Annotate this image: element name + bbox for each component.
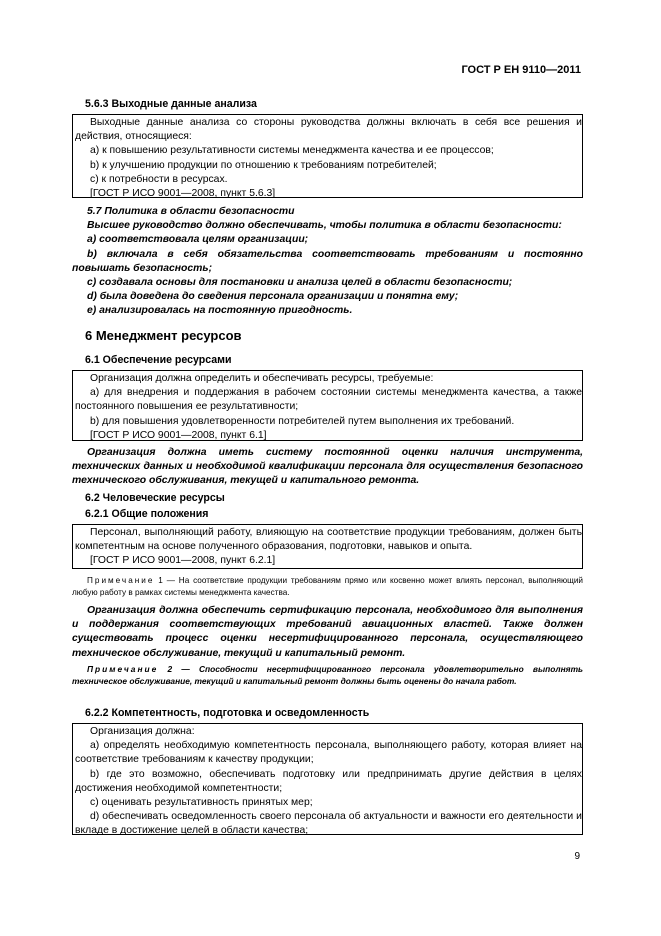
section-title-5-7: 5.7 Политика в области безопасности <box>87 206 295 217</box>
note-label: Примечание <box>87 664 159 674</box>
section-title-6-2-2: 6.2.2 Компетентность, подготовка и осведомленность <box>85 707 370 719</box>
list-item: а) к повышению результативности системы менеджмента качества и ее процессов; <box>90 145 494 157</box>
list-item: а) для внедрения и поддержания в рабочем состоянии системы менеджмента качества, а также постоянного повышения ее результативности; <box>75 387 582 413</box>
page-number: 9 <box>574 851 580 862</box>
section-title-6-2-1: 6.2.1 Общие положения <box>85 508 209 520</box>
document-code-header: ГОСТ Р ЕН 9110—2011 <box>461 64 581 76</box>
paragraph-6-1-addition <box>72 446 583 489</box>
quote-box-6-1 <box>72 370 583 441</box>
list-item: с) создавала основы для постановки и анализа целей в области безопасности; <box>87 277 513 289</box>
list-item: с) к потребности в ресурсах. <box>90 173 228 185</box>
note-2 <box>72 663 583 687</box>
quote-box-5-6-3 <box>72 114 583 198</box>
chapter-title-6: 6 Менеджмент ресурсов <box>85 328 242 343</box>
quote-box-6-2-1 <box>72 524 583 569</box>
list-item: b) к улучшению продукции по отношению к требованиям потребителей; <box>90 159 437 171</box>
list-item: b) для повышения удовлетворенности потребителей путем выполнения их требований. <box>90 415 515 427</box>
list-item: с) оценивать результативность принятых мер; <box>90 797 313 809</box>
note-1 <box>72 575 583 599</box>
list-item: а) определять необходимую компетентность персонала, выполняющего работу, которая влияет на соответствие требованиям к качеству продукции; <box>75 740 582 766</box>
policy-intro: Высшее руководство должно обеспечивать, чтобы политика в области безопасности: <box>87 220 562 232</box>
note-text: 1 — На соответствие продукции требованиям прямо или косвенно может влиять персонал, выполняющий любую работу в рамках системы менеджмента качества. <box>72 576 583 597</box>
note-text: 2 — Способности несертифицированного персонала удовлетворительно выполнять техническое обслуживание, текущий и капитальный ремонт должны быть оценены до начала работ. <box>72 664 583 686</box>
list-item: b) включала в себя обязательства соответствовать требованиям и постоянно повышать безопасность; <box>72 248 583 274</box>
reference: [ГОСТ Р ИСО 9001—2008, пункт 6.1] <box>90 429 267 441</box>
box-text: Персонал, выполняющий работу, влияющую на соответствие продукции требованиям, должен быть компетентным на основе полученного образования, подготовки, навыков и опыта. <box>75 527 582 553</box>
box-intro: Организация должна определить и обеспечивать ресурсы, требуемые: <box>90 373 434 384</box>
list-item: b) где это возможно, обеспечивать подготовку или предпринимать другие действия в целях достижения необходимой компетентности; <box>75 768 582 794</box>
paragraph-6-2-1-addition <box>72 604 583 661</box>
list-item: а) соответствовала целям организации; <box>87 234 309 246</box>
section-title-5-6-3: 5.6.3 Выходные данные анализа <box>85 98 257 110</box>
list-item: d) была доведена до сведения персонала организации и понятна ему; <box>87 291 459 303</box>
box-intro: Организация должна: <box>90 726 195 737</box>
reference: [ГОСТ Р ИСО 9001—2008, пункт 5.6.3] <box>90 188 276 200</box>
reference: [ГОСТ Р ИСО 9001—2008, пункт 6.2.1] <box>90 555 276 567</box>
note-label: Примечание <box>87 576 155 585</box>
section-5-7 <box>72 205 583 319</box>
box-intro: Выходные данные анализа со стороны руководства должны включать в себя все решения и действия, относящиеся: <box>75 117 582 143</box>
bold-paragraph: Организация должна иметь систему постоянной оценки наличия инструмента, технических данных и необходимой квалификации персонала для осуществления безопасного технического обслуживания, текущей и капитального ремонта. <box>72 447 583 487</box>
list-item: d) обеспечивать осведомленность своего персонала об актуальности и важности его деятельности и вкладе в достижение целей в области качества; <box>75 811 582 837</box>
section-title-6-1: 6.1 Обеспечение ресурсами <box>85 354 232 366</box>
list-item: е) анализировалась на постоянную пригодность. <box>87 305 353 317</box>
quote-box-6-2-2 <box>72 723 583 835</box>
section-title-6-2: 6.2 Человеческие ресурсы <box>85 492 225 504</box>
bold-paragraph: Организация должна обеспечить сертификацию персонала, необходимого для выполнения и поддержания соответствующих требований авиационных властей. Также должен существовать процесс оценки несертифицированного персонала, осуществляющего техническое обслуживание, текущий и капитальный ремонт. <box>72 605 583 659</box>
